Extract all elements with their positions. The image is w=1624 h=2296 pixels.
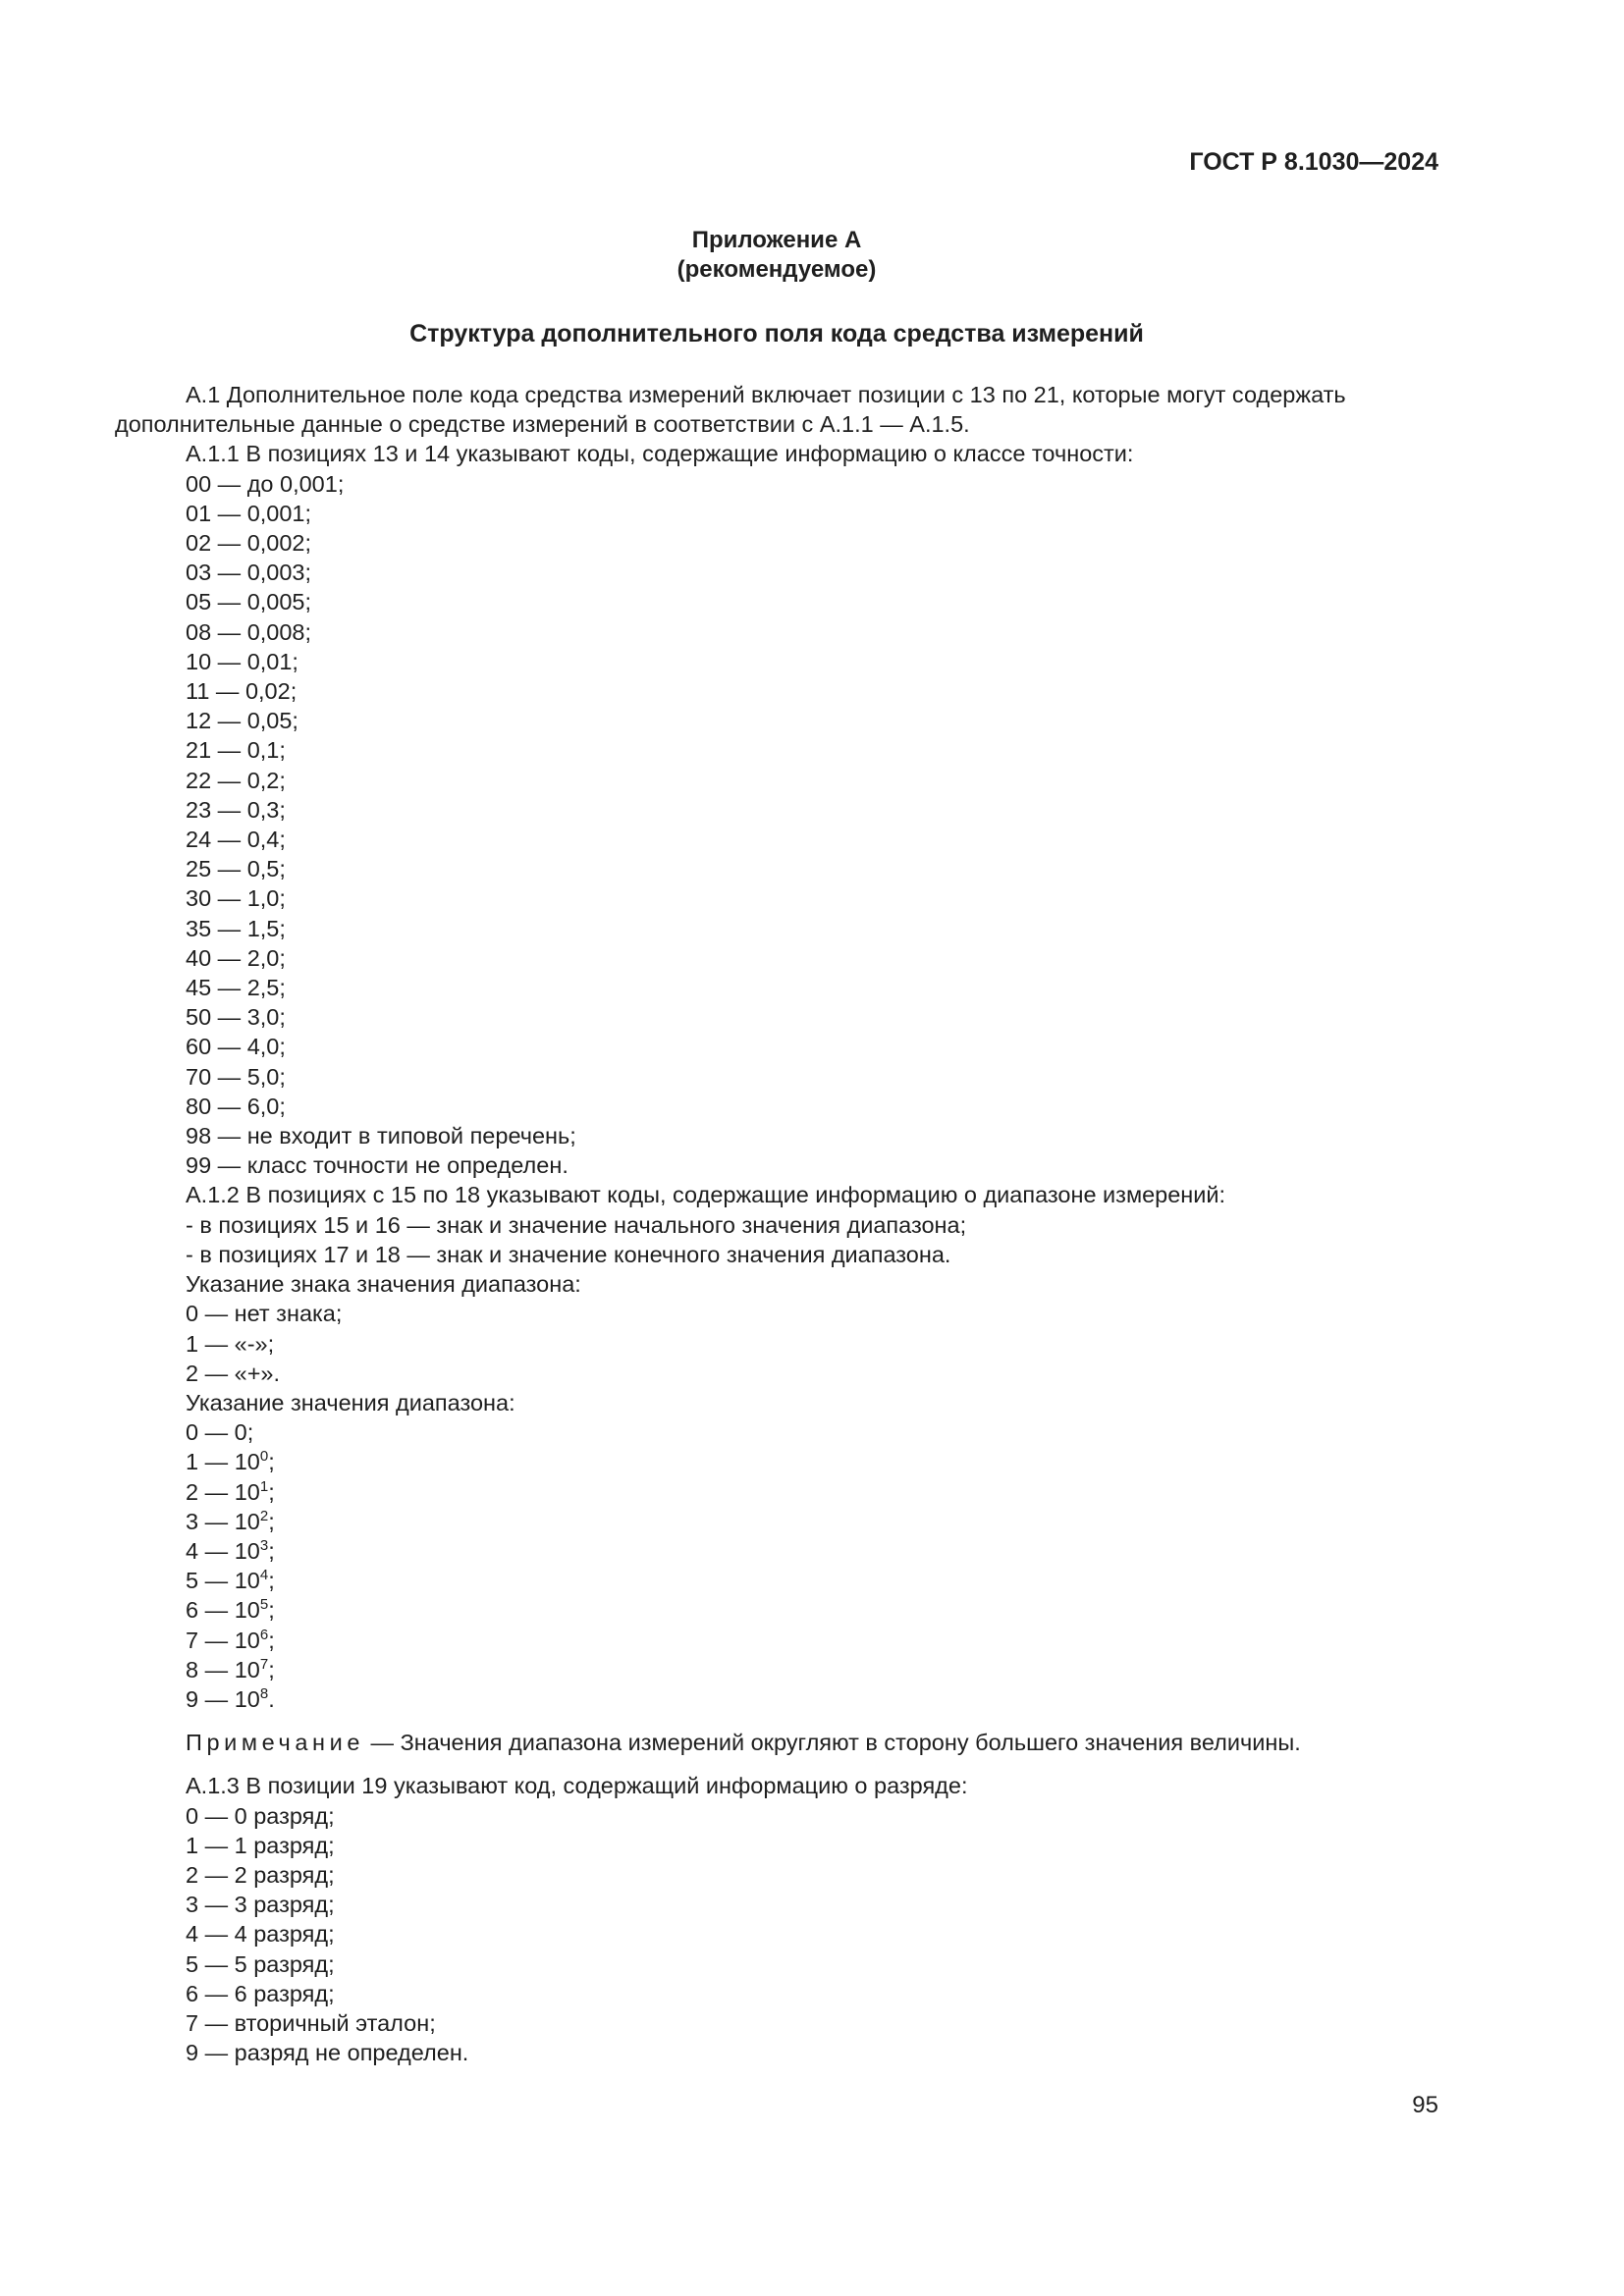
note-text: — Значения диапазона измерений округляют в сторону большего значения величины. bbox=[364, 1730, 1301, 1756]
value-end: ; bbox=[268, 1478, 275, 1505]
list-item: 1 — 1 разряд; bbox=[186, 1832, 335, 1858]
list-item: 0 — нет знака; bbox=[186, 1301, 343, 1327]
list-item: 40 — 2,0; bbox=[186, 944, 286, 971]
value-base: 10 bbox=[234, 1568, 260, 1594]
list-item: 01 — 0,001; bbox=[186, 500, 312, 526]
standard-code: ГОСТ Р 8.1030—2024 bbox=[1189, 148, 1438, 176]
value-code: 8 bbox=[186, 1656, 199, 1682]
list-item: 00 — до 0,001; bbox=[186, 470, 345, 497]
range-position-list bbox=[115, 1210, 1440, 1714]
value-base: 10 bbox=[234, 1449, 260, 1475]
list-item: 60 — 4,0; bbox=[186, 1034, 286, 1060]
list-item bbox=[186, 1655, 1440, 1684]
value-end: ; bbox=[268, 1568, 275, 1594]
section-title: Структура дополнительного поля кода средства измерений bbox=[409, 320, 1144, 347]
value-code: 9 bbox=[186, 1685, 199, 1712]
list-item: 03 — 0,003; bbox=[186, 560, 312, 586]
value-base: 10 bbox=[234, 1685, 260, 1712]
value-dash: — bbox=[204, 1537, 229, 1564]
list-item: 21 — 0,1; bbox=[186, 737, 286, 764]
value-exponent: 5 bbox=[259, 1596, 269, 1614]
list-item: 12 — 0,05; bbox=[186, 708, 298, 734]
list-item bbox=[186, 1507, 1440, 1536]
value-code: 4 bbox=[186, 1537, 199, 1564]
list-item bbox=[186, 1447, 1440, 1476]
list-item: 5 — 5 разряд; bbox=[186, 1950, 335, 1977]
list-item: 2 — «+». bbox=[186, 1360, 281, 1386]
value-end: ; bbox=[268, 1449, 275, 1475]
value-exponent: 8 bbox=[259, 1684, 269, 1702]
page-number: 95 bbox=[1412, 2092, 1438, 2118]
list-item: 24 — 0,4; bbox=[186, 827, 286, 853]
value-code: 3 bbox=[186, 1508, 199, 1534]
value-exponent: 6 bbox=[259, 1626, 269, 1643]
paragraph-a1-1-intro: А.1.1 В позициях 13 и 14 указывают коды, содержащие информацию о классе точности: bbox=[186, 441, 1134, 467]
list-item: 98 — не входит в типовой перечень; bbox=[186, 1123, 576, 1149]
value-dash: — bbox=[204, 1656, 229, 1682]
value-base: 10 bbox=[234, 1627, 260, 1653]
value-base: 10 bbox=[234, 1656, 260, 1682]
note bbox=[115, 1728, 1440, 1757]
list-item: 05 — 0,005; bbox=[186, 589, 312, 615]
list-item: 7 — вторичный эталон; bbox=[186, 2009, 436, 2036]
value-dash: — bbox=[204, 1627, 229, 1653]
value-base: 10 bbox=[234, 1597, 260, 1624]
value-end: ; bbox=[268, 1627, 275, 1653]
list-item: 0 — 0; bbox=[186, 1419, 254, 1446]
list-item: - в позициях 15 и 16 — знак и значение начального значения диапазона; bbox=[186, 1211, 967, 1238]
list-item: 70 — 5,0; bbox=[186, 1063, 286, 1090]
list-item: 1 — «-»; bbox=[186, 1330, 275, 1357]
value-exponent: 7 bbox=[259, 1655, 269, 1673]
value-base: 10 bbox=[234, 1508, 260, 1534]
paragraph-a1-2-intro: А.1.2 В позициях с 15 по 18 указывают коды, содержащие информацию о диапазоне измерений: bbox=[186, 1182, 1226, 1208]
annex-status: (рекомендуемое) bbox=[677, 256, 877, 283]
list-item: 08 — 0,008; bbox=[186, 618, 312, 645]
value-exponent: 4 bbox=[259, 1567, 269, 1584]
list-item bbox=[186, 1684, 1440, 1714]
value-exponent: 1 bbox=[259, 1477, 269, 1495]
list-item: 3 — 3 разряд; bbox=[186, 1892, 335, 1918]
value-code: 1 bbox=[186, 1449, 199, 1475]
value-end: ; bbox=[268, 1508, 275, 1534]
grade-list bbox=[115, 1801, 1440, 2068]
list-item: 0 — 0 разряд; bbox=[186, 1802, 335, 1829]
list-item: 99 — класс точности не определен. bbox=[186, 1152, 568, 1179]
body-text bbox=[115, 380, 1440, 2067]
sign-heading: Указание знака значения диапазона: bbox=[186, 1271, 581, 1298]
annex-label: Приложение А bbox=[691, 227, 862, 253]
value-dash: — bbox=[204, 1449, 229, 1475]
list-item: 35 — 1,5; bbox=[186, 915, 286, 941]
list-item: 10 — 0,01; bbox=[186, 648, 298, 674]
value-end: . bbox=[268, 1685, 275, 1712]
paragraph-a1: А.1 Дополнительное поле кода средства измерений включает позиции с 13 по 21, которые могут содержать дополнительные данные о средстве измерений в соответствии с А.1.1 — А.1.5. bbox=[115, 382, 1346, 438]
value-exponent: 2 bbox=[259, 1507, 269, 1524]
paragraph-a1-3-intro: А.1.3 В позиции 19 указывают код, содержащий информацию о разряде: bbox=[186, 1773, 968, 1799]
list-item: 45 — 2,5; bbox=[186, 975, 286, 1001]
value-end: ; bbox=[268, 1656, 275, 1682]
value-code: 2 bbox=[186, 1478, 199, 1505]
power-of-ten-list bbox=[186, 1447, 1440, 1714]
accuracy-class-list bbox=[115, 469, 1440, 1181]
value-code: 6 bbox=[186, 1597, 199, 1624]
value-code: 7 bbox=[186, 1627, 199, 1653]
list-item: 50 — 3,0; bbox=[186, 1004, 286, 1031]
value-exponent: 3 bbox=[259, 1536, 269, 1554]
value-exponent: 0 bbox=[259, 1448, 269, 1466]
list-item bbox=[186, 1595, 1440, 1625]
value-dash: — bbox=[204, 1685, 229, 1712]
value-dash: — bbox=[204, 1568, 229, 1594]
list-item bbox=[186, 1626, 1440, 1655]
list-item bbox=[186, 1566, 1440, 1595]
note-label: Примечание bbox=[186, 1730, 365, 1756]
value-dash: — bbox=[204, 1478, 229, 1505]
list-item: 30 — 1,0; bbox=[186, 885, 286, 912]
list-item: 11 — 0,02; bbox=[186, 678, 298, 705]
list-item: 23 — 0,3; bbox=[186, 796, 286, 823]
list-item: - в позициях 17 и 18 — знак и значение конечного значения диапазона. bbox=[186, 1241, 951, 1267]
value-heading: Указание значения диапазона: bbox=[186, 1389, 515, 1415]
list-item bbox=[186, 1477, 1440, 1507]
list-item bbox=[186, 1536, 1440, 1566]
value-base: 10 bbox=[234, 1478, 260, 1505]
list-item: 9 — разряд не определен. bbox=[186, 2040, 469, 2066]
value-base: 10 bbox=[234, 1537, 260, 1564]
value-dash: — bbox=[204, 1508, 229, 1534]
list-item: 2 — 2 разряд; bbox=[186, 1861, 335, 1888]
list-item: 4 — 4 разряд; bbox=[186, 1921, 335, 1948]
value-dash: — bbox=[204, 1597, 229, 1624]
list-item: 02 — 0,002; bbox=[186, 530, 312, 557]
list-item: 25 — 0,5; bbox=[186, 856, 286, 882]
list-item: 6 — 6 разряд; bbox=[186, 1980, 335, 2006]
value-end: ; bbox=[268, 1597, 275, 1624]
list-item: 80 — 6,0; bbox=[186, 1093, 286, 1119]
list-item: 22 — 0,2; bbox=[186, 767, 286, 793]
value-code: 5 bbox=[186, 1568, 199, 1594]
value-end: ; bbox=[268, 1537, 275, 1564]
